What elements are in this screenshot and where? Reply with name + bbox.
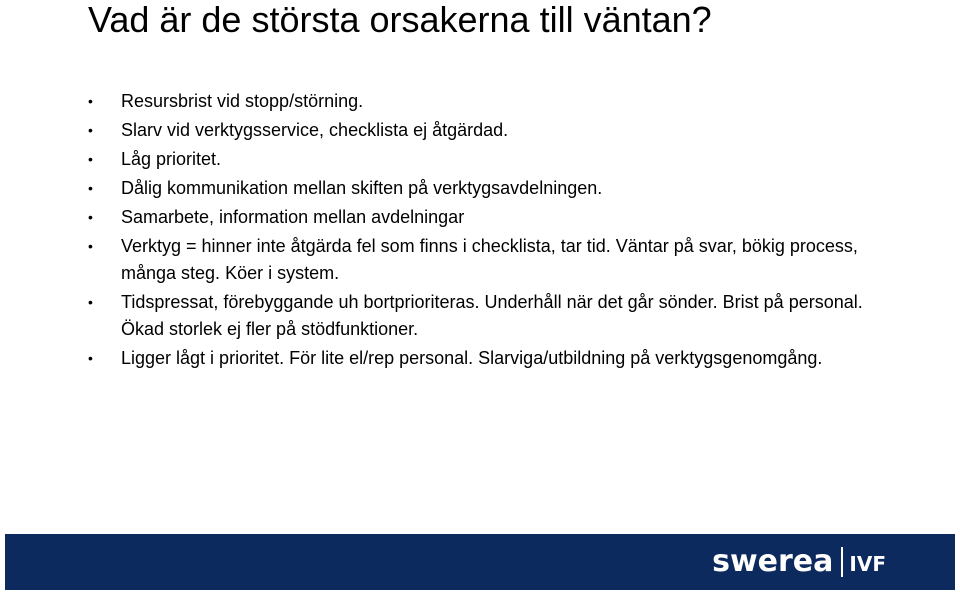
- logo-wordmark: swerea: [712, 544, 834, 579]
- bullet-text: Dålig kommunikation mellan skiften på verktygsavdelningen.: [121, 178, 603, 198]
- bullet-dot: •: [88, 122, 93, 138]
- bullet-text: Resursbrist vid stopp/störning.: [121, 91, 364, 111]
- bullet-dot: •: [88, 151, 93, 167]
- bullet-item: [88, 289, 888, 343]
- bullet-item: [88, 175, 888, 202]
- bullet-list: [88, 88, 888, 374]
- bullet-item: [88, 204, 888, 231]
- footer-bar: [5, 534, 955, 590]
- logo-subbrand: IVF: [849, 552, 886, 576]
- bullet-dot: •: [88, 180, 93, 196]
- bullet-text: Slarv vid verktygsservice, checklista ej åtgärdad.: [121, 120, 509, 140]
- bullet-item: [88, 88, 888, 115]
- slide-title: Vad är de största orsakerna till väntan?: [88, 0, 712, 40]
- bullet-dot: •: [88, 350, 93, 366]
- swerea-ivf-logo: [712, 540, 886, 584]
- bullet-item: [88, 233, 888, 287]
- logo-divider: [841, 547, 843, 577]
- bullet-dot: •: [88, 238, 93, 254]
- bullet-text: Verktyg = hinner inte åtgärda fel som finns i checklista, tar tid. Väntar på svar, bökig process, många steg. Köer i system.: [121, 236, 858, 283]
- bullet-text: Tidspressat, förebyggande uh bortprioriteras. Underhåll när det går sönder. Brist på personal. Ökad storlek ej fler på stödfunktioner.: [121, 292, 863, 339]
- bullet-item: [88, 146, 888, 173]
- bullet-item: [88, 345, 888, 372]
- bullet-dot: •: [88, 209, 93, 225]
- bullet-text: Ligger lågt i prioritet. För lite el/rep personal. Slarviga/utbildning på verktygsgenomgång.: [121, 348, 823, 368]
- bullet-dot: •: [88, 93, 93, 109]
- bullet-dot: •: [88, 294, 93, 310]
- bullet-text: Låg prioritet.: [121, 149, 222, 169]
- bullet-text: Samarbete, information mellan avdelningar: [121, 207, 465, 227]
- bullet-item: [88, 117, 888, 144]
